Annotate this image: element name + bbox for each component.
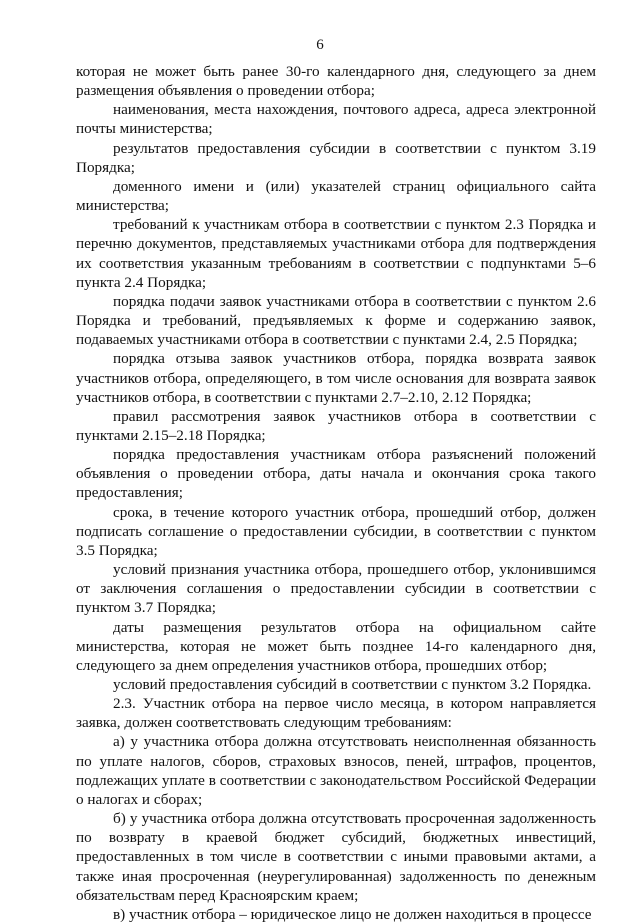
section-paragraph: 2.3. Участник отбора на первое число месяца, в котором направляется заявка, должен соответствовать следующим требованиям: [76, 695, 596, 732]
paragraph: правил рассмотрения заявок участников отбора в соответствии с пунктами 2.15–2.18 Порядка; [76, 407, 596, 444]
paragraph: срока, в течение которого участник отбора, прошедший отбор, должен подписать соглашение о предоставлении субсидии, в соответствии с пунктом 3.5 Порядка; [76, 503, 596, 559]
paragraph: б) у участника отбора должна отсутствовать просроченная задолженность по возврату в краевой бюджет субсидий, бюджетных инвестиций, предоставленных в том числе в соответствии с иными правовыми актами, а также иная просроченная (неурегулированная) задолженность по денежным обязательствам перед Красноярским краем; [76, 810, 596, 904]
paragraph: условий признания участника отбора, прошедшего отбор, уклонившимся от заключения соглашения о предоставлении субсидии в соответствии с пунктом 3.7 Порядка; [76, 561, 596, 617]
paragraph: требований к участникам отбора в соответствии с пунктом 2.3 Порядка и перечню документов, представляемых участниками отбора для подтверждения их соответствия указанным требованиям в соответствии с подпунктами 5–6 пункта 2.4 Порядка; [76, 216, 596, 291]
paragraph: наименования, места нахождения, почтового адреса, адреса электронной почты министерства; [76, 101, 596, 138]
paragraph: доменного имени и (или) указателей страниц официального сайта министерства; [76, 177, 596, 215]
paragraph: которая не может быть ранее 30-го календарного дня, следующего за днем размещения объявления о проведении отбора; [76, 63, 596, 100]
paragraph: а) у участника отбора должна отсутствовать неисполненная обязанность по уплате налогов, сборов, страховых взносов, пеней, штрафов, процентов, подлежащих уплате в соответствии с законодательством Российской Федерации о налогах и сборах; [76, 733, 596, 808]
page-number: 6 [316, 37, 324, 53]
paragraph: порядка отзыва заявок участников отбора, порядка возврата заявок участников отбора, определяющего, в том числе основания для возврата заявок участников отбора, в соответствии с пунктами 2.7–2.10, 2.12 Порядка; [76, 350, 596, 406]
paragraph: условий предоставления субсидий в соответствии с пунктом 3.2 Порядка. [113, 676, 592, 693]
paragraph: порядка предоставления участникам отбора разъяснений положений объявления о проведении отбора, даты начала и окончания срока такого предоставления; [76, 446, 596, 502]
paragraph: порядка подачи заявок участниками отбора в соответствии с пунктом 2.6 Порядка и требований, предъявляемых к форме и содержанию заявок, подаваемых участниками отбора в соответствии с пунктами 2.4, 2.5 Порядка; [76, 292, 596, 349]
paragraph: в) участник отбора – юридическое лицо не должен находиться в процессе [113, 905, 592, 923]
paragraph: результатов предоставления субсидии в соответствии с пунктом 3.19 Порядка; [76, 139, 596, 176]
paragraph: даты размещения результатов отбора на официальном сайте министерства, которая не может быть позднее 14-го календарного дня, следующего за днем определения участников отбора, прошедших отбор; [76, 618, 596, 674]
document-body [76, 62, 596, 924]
